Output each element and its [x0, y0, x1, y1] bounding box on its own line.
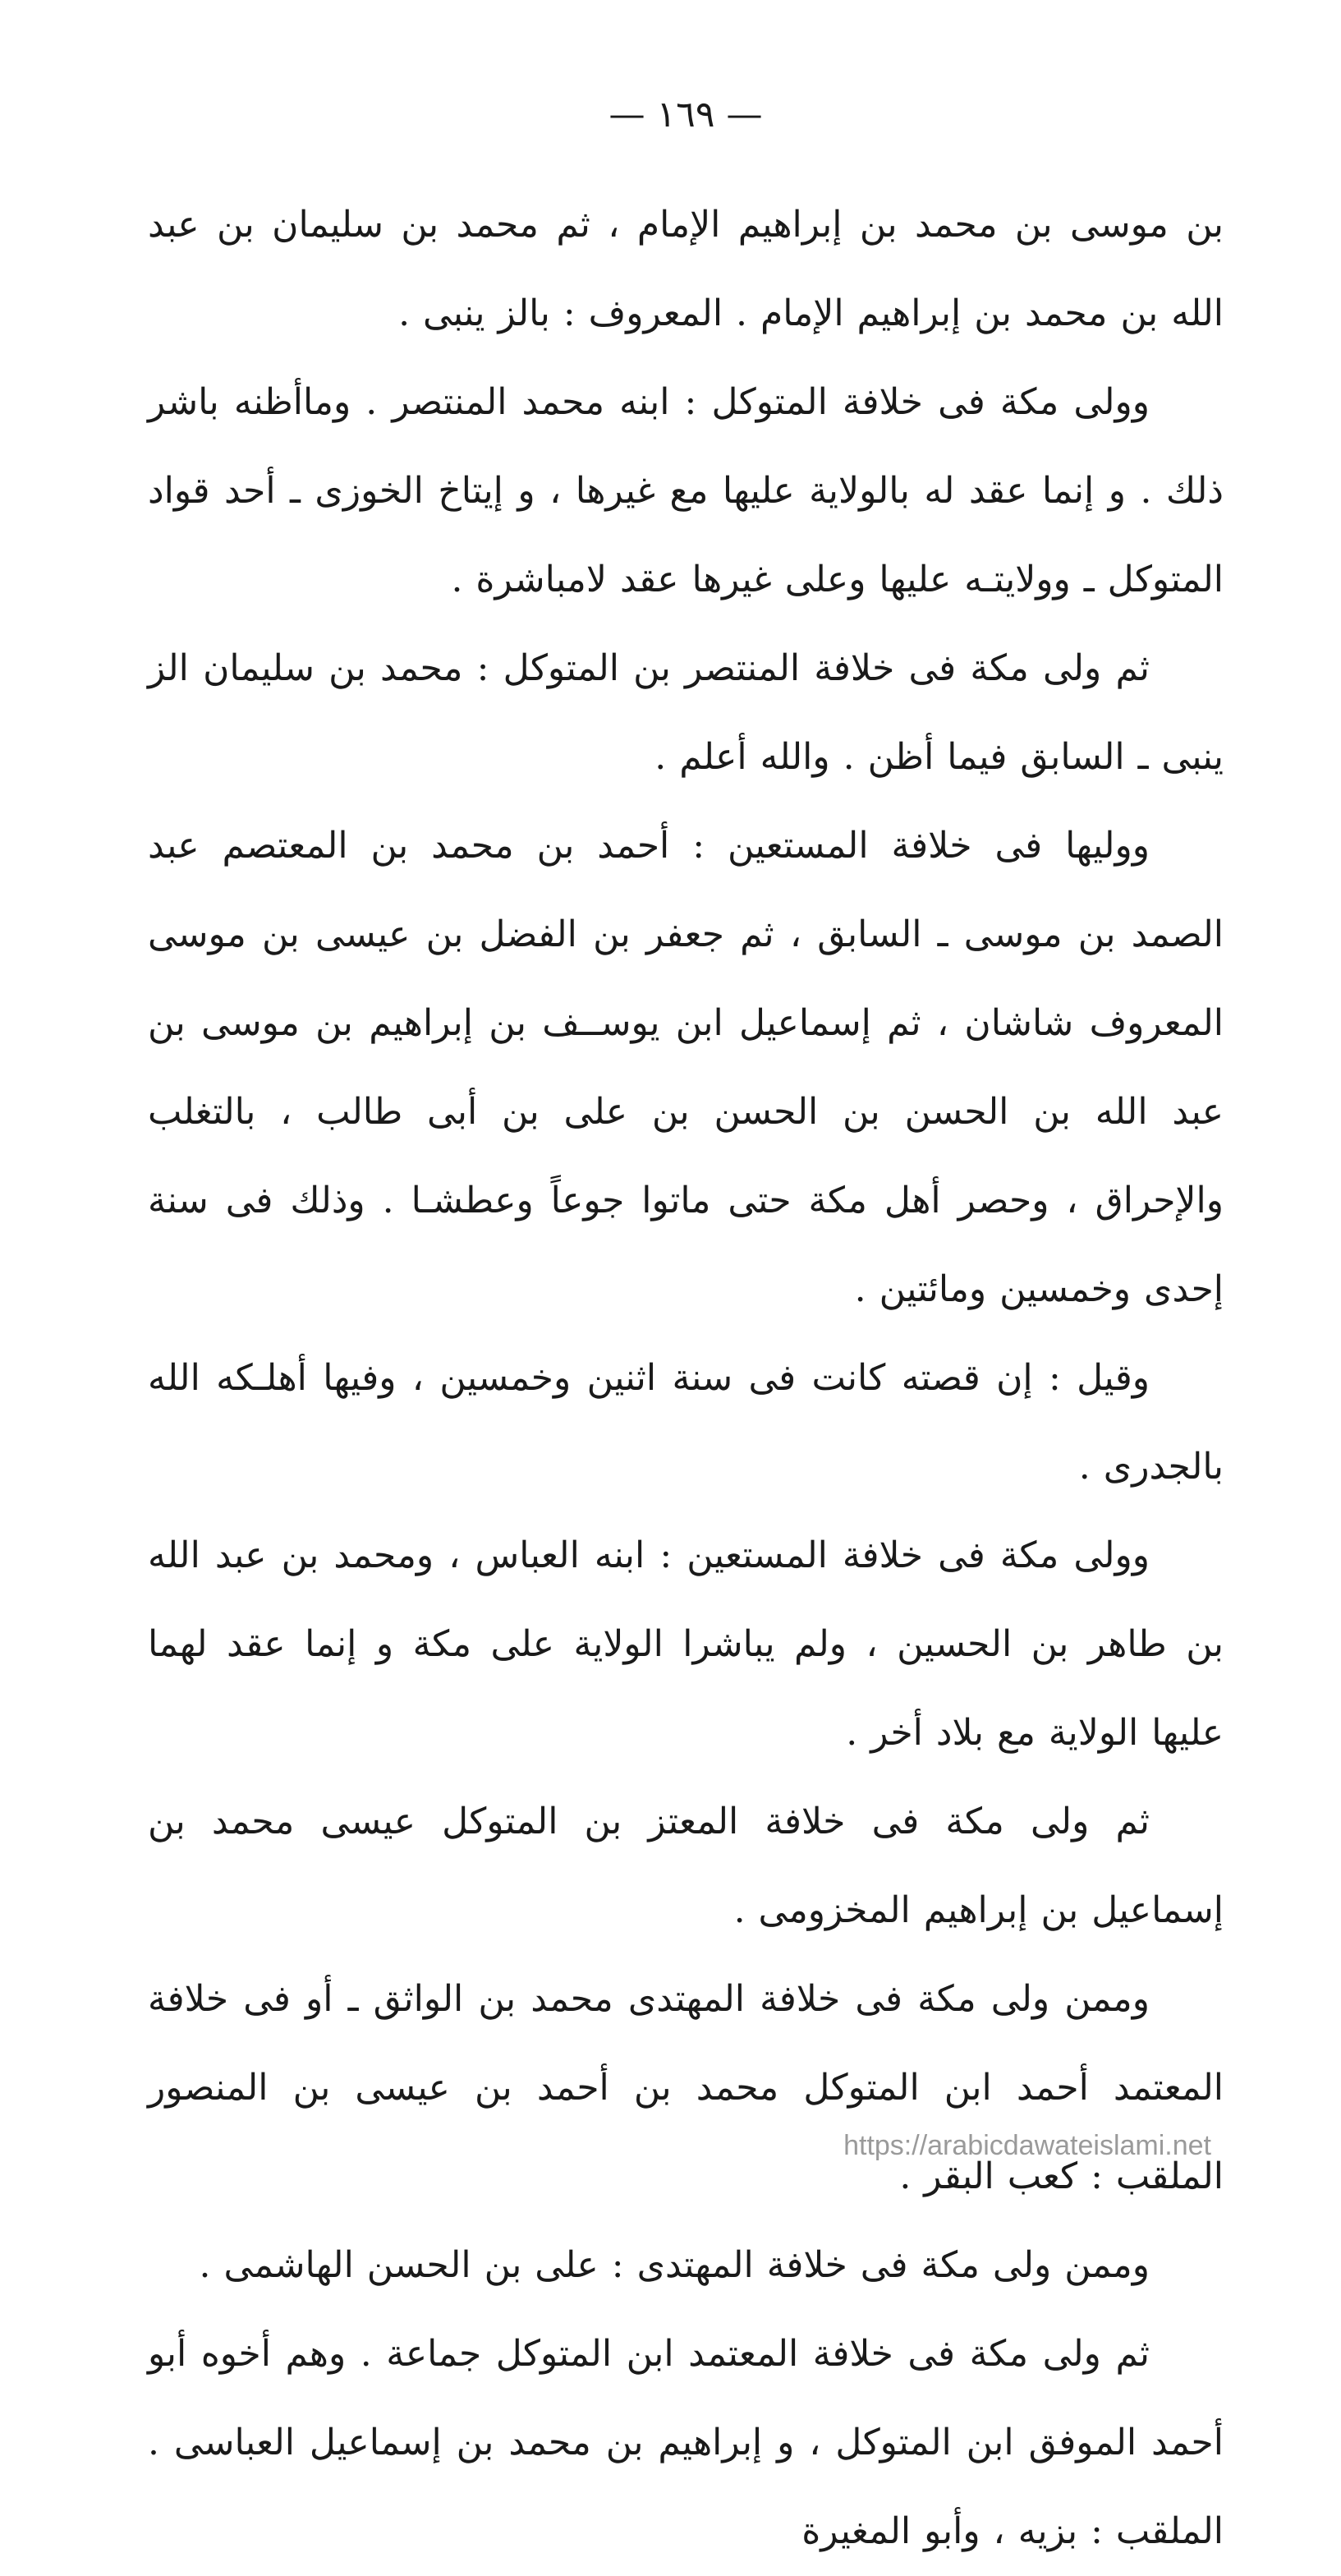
- paragraph: وممن ولى مكة فى خلافة المهتدى محمد بن الواثق ـ أو فى خلافة المعتمد أحمد ابن المتوكل محمد بن أحمد بن عيسى بن المنصور الملقب : كعب البقر .: [148, 1978, 1224, 2197]
- paragraph: وولى مكة فى خلافة المستعين : ابنه العباس ، ومحمد بن عبد الله بن طاهر بن الحسين ، ولم يباشرا الولاية على مكة و إنما عقد لهما عليها الولاية مع بلاد أخر .: [148, 1534, 1224, 1754]
- watermark-url: https://arabicdawateislami.net: [843, 2130, 1211, 2161]
- paragraph: وولى مكة فى خلافة المتوكل : ابنه محمد المنتصر . وماأظنه باشر ذلك . و إنما عقد له بالولاية عليها مع غيرها ، و إيتاخ الخوزى ـ أحد قواد المتوكل ـ وولايتـه عليها وعلى غيرها عقد لامباشرة .: [148, 381, 1224, 600]
- paragraph: وممن ولى مكة فى خلافة المهتدى : على بن الحسن الهاشمى .: [199, 2244, 1150, 2286]
- paragraph: ووليها فى خلافة المستعين : أحمد بن محمد بن المعتصم عبد الصمد بن موسى ـ السابق ، ثم جعفر بن الفضل بن عيسى بن موسى المعروف شاشان ، ثم إسماعيل ابن يوســف بن إبراهيم بن موسى بن عبد الله بن الحسن بن الحسن بن على بن أبى طالب ، بالتغلب والإحراق ، وحصر أهل مكة حتى ماتوا جوعاً وعطشـا . وذلك فى سنة إحدى وخمسين ومائتين .: [148, 825, 1224, 1310]
- paragraph: وقيل : إن قصته كانت فى سنة اثنين وخمسين ، وفيها أهلـكه الله بالجدرى .: [148, 1357, 1224, 1488]
- paragraph: ثم ولى مكة فى خلافة المنتصر بن المتوكل : محمد بن سليمان الز ينبى ـ السابق فيما أظن . والله أعلم .: [148, 647, 1224, 778]
- paragraph: بن موسى بن محمد بن إبراهيم الإمام ، ثم محمد بن سليمان بن عبد الله بن محمد بن إبراهيم الإمام . المعروف : بالز ينبى .: [148, 204, 1224, 334]
- page-number: — ١٦٩ —: [609, 94, 763, 136]
- paragraph: ثم ولى مكة فى خلافة المعتمد ابن المتوكل جماعة . وهم أخوه أبو أحمد الموفق ابن المتوكل ، و إبراهيم بن محمد بن إسماعيل العباسى . الملقب : بزيه ، وأبو المغيرة: [148, 2333, 1224, 2552]
- paragraph: ثم ولى مكة فى خلافة المعتز بن المتوكل عيسى محمد بن إسماعيل بن إبراهيم المخزومى .: [148, 1801, 1224, 1931]
- body-text: [148, 181, 1224, 2576]
